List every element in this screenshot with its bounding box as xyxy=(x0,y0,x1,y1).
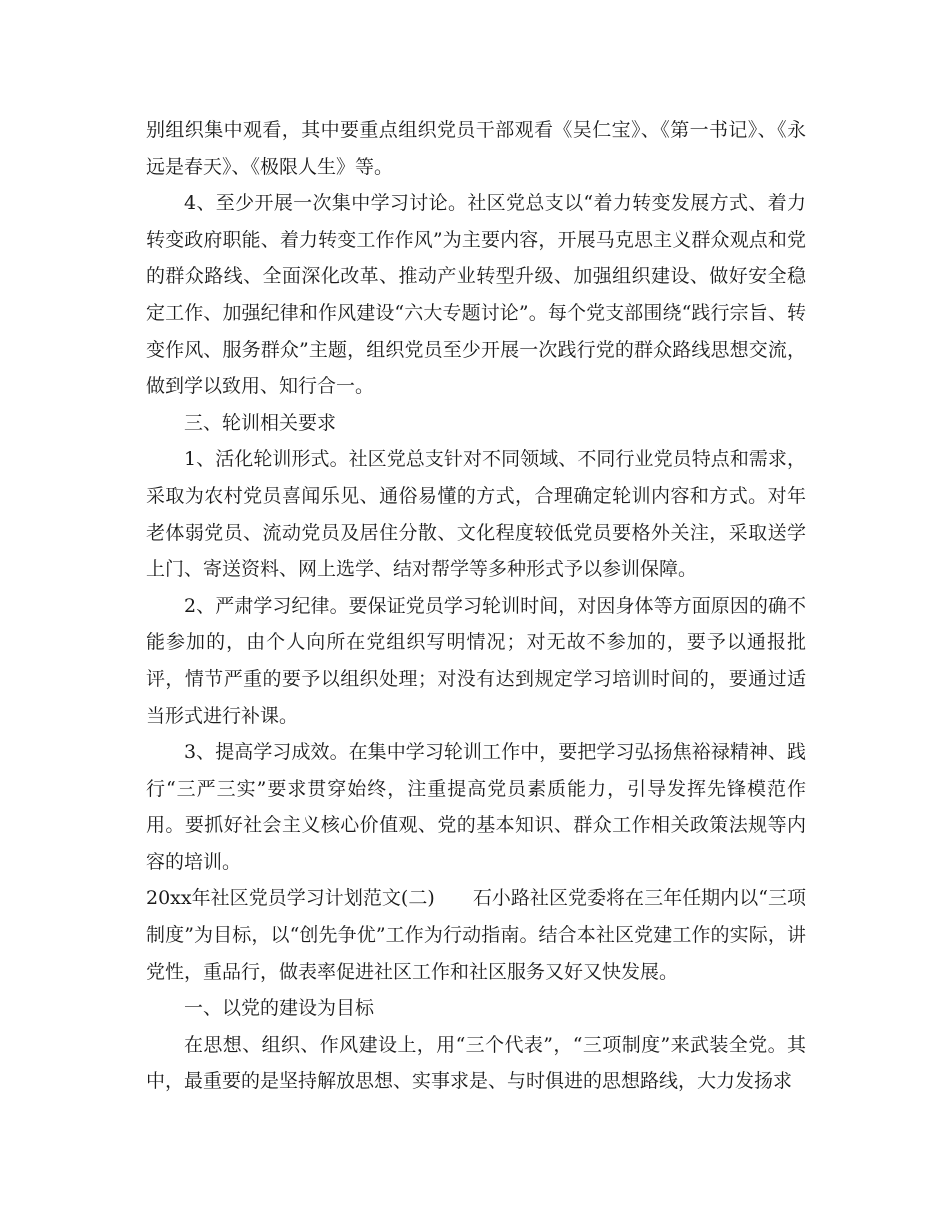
document-body xyxy=(146,112,806,1100)
paragraph-item-4: 4、至少开展一次集中学习讨论。社区党总支以“着力转变发展方式、着力转变政府职能、着力转变工作作风”为主要内容，开展马克思主义群众观点和党的群众路线、全面深化改革、推动产业转型升级、加强组织建设、做好安全稳定工作、加强纪律和作风建设“六大专题讨论”。每个党支部围绕“践行宗旨、转变作风、服务群众”主题，组织党员至少开展一次践行党的群众路线思想交流，做到学以致用、知行合一。 xyxy=(146,192,806,398)
paragraph-item-2: 2、严肃学习纪律。要保证党员学习轮训时间，对因身体等方面原因的确不能参加的，由个人向所在党组织写明情况；对无故不参加的，要予以通报批评，情节严重的要予以组织处理；对没有达到规定学习培训时间的，要通过适当形式进行补课。 xyxy=(146,594,806,727)
paragraph-plan-title: 20xx年社区党员学习计划范文(二) 石小路社区党委将在三年任期内以“三项制度”为目标，以“创先争优”工作为行动指南。结合本社区党建工作的实际，讲党性，重品行，做表率促进社区工作和社区服务又好又快发展。 xyxy=(146,887,806,983)
section-heading-party-building: 一、以党的建设为目标 xyxy=(184,997,375,1020)
section-heading-requirements: 三、轮训相关要求 xyxy=(184,411,337,434)
paragraph-ideology: 在思想、组织、作风建设上，用“三个代表”，“三项制度”来武装全党。其中，最重要的是坚持解放思想、实事求是、与时俱进的思想路线，大力发扬求 xyxy=(146,1033,806,1093)
paragraph-item-3: 3、提高学习成效。在集中学习轮训工作中，要把学习弘扬焦裕禄精神、践行“三严三实”要求贯穿始终，注重提高党员素质能力，引导发挥先锋模范作用。要抓好社会主义核心价值观、党的基本知识、群众工作相关政策法规等内容的培训。 xyxy=(146,741,806,873)
paragraph-continuation: 别组织集中观看，其中要重点组织党员干部观看《吴仁宝》、《第一书记》、《永远是春天》、《极限人生》等。 xyxy=(146,119,806,178)
paragraph-item-1: 1、活化轮训形式。社区党总支针对不同领域、不同行业党员特点和需求，采取为农村党员喜闻乐见、通俗易懂的方式，合理确定轮训内容和方式。对年老体弱党员、流动党员及居住分散、文化程度较低党员要格外关注，采取送学上门、寄送资料、网上选学、结对帮学等多种形式予以参训保障。 xyxy=(146,448,806,581)
